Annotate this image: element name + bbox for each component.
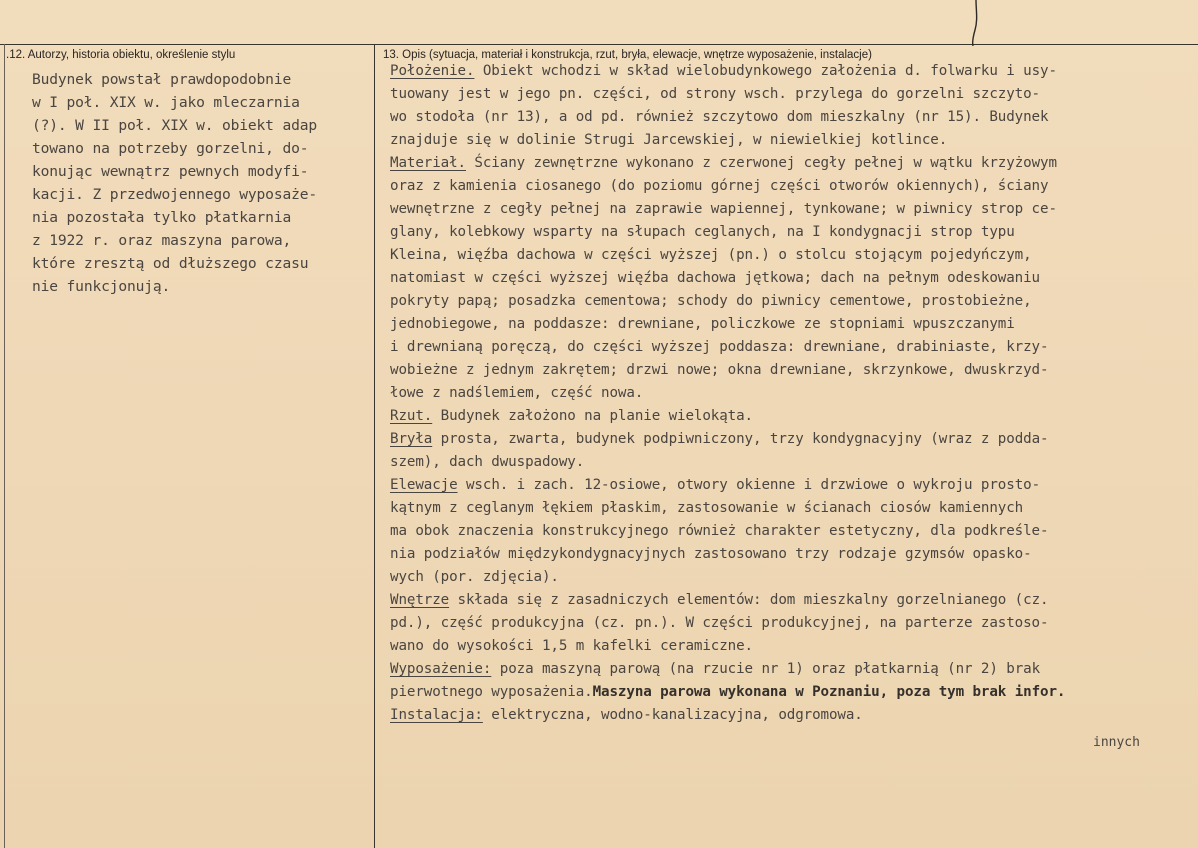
description-line (390, 175, 1190, 198)
line-text: wych (por. zdjęcia). (390, 569, 559, 585)
history-line: nie funkcjonują. (32, 278, 171, 295)
line-text: znajduje się w dolinie Strugi Jarcewskiej, w niewielkiej kotlince. (390, 132, 948, 148)
description-line (390, 589, 1190, 612)
pen-stroke-mark (964, 0, 984, 46)
description-line (390, 658, 1190, 681)
description-line (390, 566, 1190, 589)
description-line (390, 428, 1190, 451)
line-text: wsch. i zach. 12-osiowe, otwory okienne i drzwiowe o wykroju prosto- (457, 477, 1041, 493)
line-text: glany, kolebkowy wsparty na słupach ceglanych, na I kondygnacji strop typu (390, 224, 1015, 240)
handwritten-insert: innych (1093, 735, 1140, 750)
line-text: tuowany jest w jego pn. części, od strony wsch. przylega do gorzelni szczyto- (390, 86, 1041, 102)
history-line: kacji. Z przedwojennego wyposaże- (32, 186, 317, 203)
section-12-header: .12. Autorzy, historia obiektu, określenie stylu (6, 49, 236, 61)
line-text: jednobiegowe, na poddasze: drewniane, policzkowe ze stopniami wpuszczanymi (390, 316, 1015, 332)
line-text: pokryty papą; posadzka cementowa; schody do piwnicy cementowe, prostobieżne, (390, 293, 1032, 309)
description-line (390, 405, 1190, 428)
history-line: w I poł. XIX w. jako mleczarnia (32, 94, 300, 111)
line-text: kątnym z ceglanym łękiem płaskim, zastosowanie w ścianach ciosów kamiennych (390, 500, 1024, 516)
description-line (390, 520, 1190, 543)
history-line: z 1922 r. oraz maszyna parowa, (32, 232, 292, 249)
description-line (390, 336, 1190, 359)
section-label: Położenie. (390, 63, 475, 79)
line-text: prosta, zwarta, budynek podpiwniczony, trzy kondygnacyjny (wraz z podda- (432, 431, 1049, 447)
section-label: Elewacje (390, 477, 458, 493)
history-line: które zresztą od dłuższego czasu (32, 255, 309, 272)
description-line (390, 106, 1190, 129)
line-text: natomiast w części wyższej więźba dachowa jętkowa; dach na pełnym odeskowaniu (390, 270, 1041, 286)
description-line (390, 451, 1190, 474)
line-text: pd.), część produkcyjna (cz. pn.). W części produkcyjnej, na parterze zastoso- (390, 615, 1049, 631)
section-label: Rzut. (390, 408, 433, 424)
history-line: towano na potrzeby gorzelni, do- (32, 140, 309, 157)
line-text: oraz z kamienia ciosanego (do poziomu górnej części otworów okiennych), ściany (390, 178, 1049, 194)
section-13-header: 13. Opis (sytuacja, materiał i konstrukcja, rzut, bryła, elewacje, wnętrze wyposażenie, instalacje) (383, 49, 872, 61)
section-label: Materiał. (390, 155, 466, 171)
history-line: Budynek powstał prawdopodobnie (32, 71, 292, 88)
description-line (390, 60, 1190, 83)
description-line (390, 474, 1190, 497)
line-text: wobieżne z jednym zakrętem; drzwi nowe; okna drewniane, skrzynkowe, dwuskrzyd- (390, 362, 1049, 378)
description-line (390, 359, 1190, 382)
description-line (390, 612, 1190, 635)
top-rule (0, 44, 1198, 45)
line-text: nia podziałów międzykondygnacyjnych zastosowano trzy rodzaje gzymsów opasko- (390, 546, 1032, 562)
section-label: Bryła (390, 431, 433, 447)
description-line (390, 267, 1190, 290)
description-line (390, 382, 1190, 405)
line-text: i drewnianą poręczą, do części wyższej poddasza: drewniane, drabiniaste, krzy- (390, 339, 1049, 355)
line-text: poza maszyną parową (na rzucie nr 1) oraz płatkarnią (nr 2) brak (491, 661, 1041, 677)
section-label: Wyposażenie: (390, 661, 492, 677)
description-line (390, 198, 1190, 221)
description-line (390, 152, 1190, 175)
description-line (390, 290, 1190, 313)
line-text: Kleina, więźba dachowa w części wyższej (pn.) o stolcu stojącym pojedyńczym, (390, 247, 1032, 263)
description-line (390, 221, 1190, 244)
typed-addition: Maszyna parowa wykonana w Poznaniu, poza tym brak infor. (592, 684, 1066, 700)
history-line: (?). W II poł. XIX w. obiekt adap (32, 117, 317, 134)
section-label: Wnętrze (390, 592, 450, 608)
line-text: wano do wysokości 1,5 m kafelki ceramiczne. (390, 638, 753, 654)
description-column (390, 60, 1190, 727)
description-line (390, 83, 1190, 106)
column-divider (374, 44, 375, 848)
section-label: Instalacja: (390, 707, 483, 723)
line-text: Obiekt wchodzi w skład wielobudynkowego założenia d. folwarku i usy- (474, 63, 1057, 79)
description-line (390, 244, 1190, 267)
description-line (390, 497, 1190, 520)
description-line (390, 704, 1190, 727)
history-column (32, 68, 372, 298)
line-text: pierwotnego wyposażenia. (390, 684, 593, 700)
description-line (390, 635, 1190, 658)
line-text: Budynek założono na planie wielokąta. (432, 408, 753, 424)
history-line: nia pozostała tylko płatkarnia (32, 209, 292, 226)
line-text: Ściany zewnętrzne wykonano z czerwonej cegły pełnej w wątku krzyżowym (465, 155, 1057, 171)
description-line (390, 681, 1190, 704)
history-line: konując wewnątrz pewnych modyfi- (32, 163, 309, 180)
line-text: wo stodoła (nr 13), a od pd. również szczytowo dom mieszkalny (nr 15). Budynek (390, 109, 1049, 125)
description-line (390, 313, 1190, 336)
line-text: składa się z zasadniczych elementów: dom mieszkalny gorzelnianego (cz. (449, 592, 1049, 608)
line-text: łowe z nadślemiem, część nowa. (390, 385, 644, 401)
line-text: ma obok znaczenia konstrukcyjnego również charakter estetyczny, dla podkreśle- (390, 523, 1049, 539)
line-text: szem), dach dwuspadowy. (390, 454, 585, 470)
description-line (390, 543, 1190, 566)
description-line (390, 129, 1190, 152)
left-edge-line (4, 44, 5, 848)
line-text: wewnętrzne z cegły pełnej na zaprawie wapiennej, tynkowane; w piwnicy strop ce- (390, 201, 1057, 217)
line-text: elektryczna, wodno-kanalizacyjna, odgromowa. (482, 707, 863, 723)
